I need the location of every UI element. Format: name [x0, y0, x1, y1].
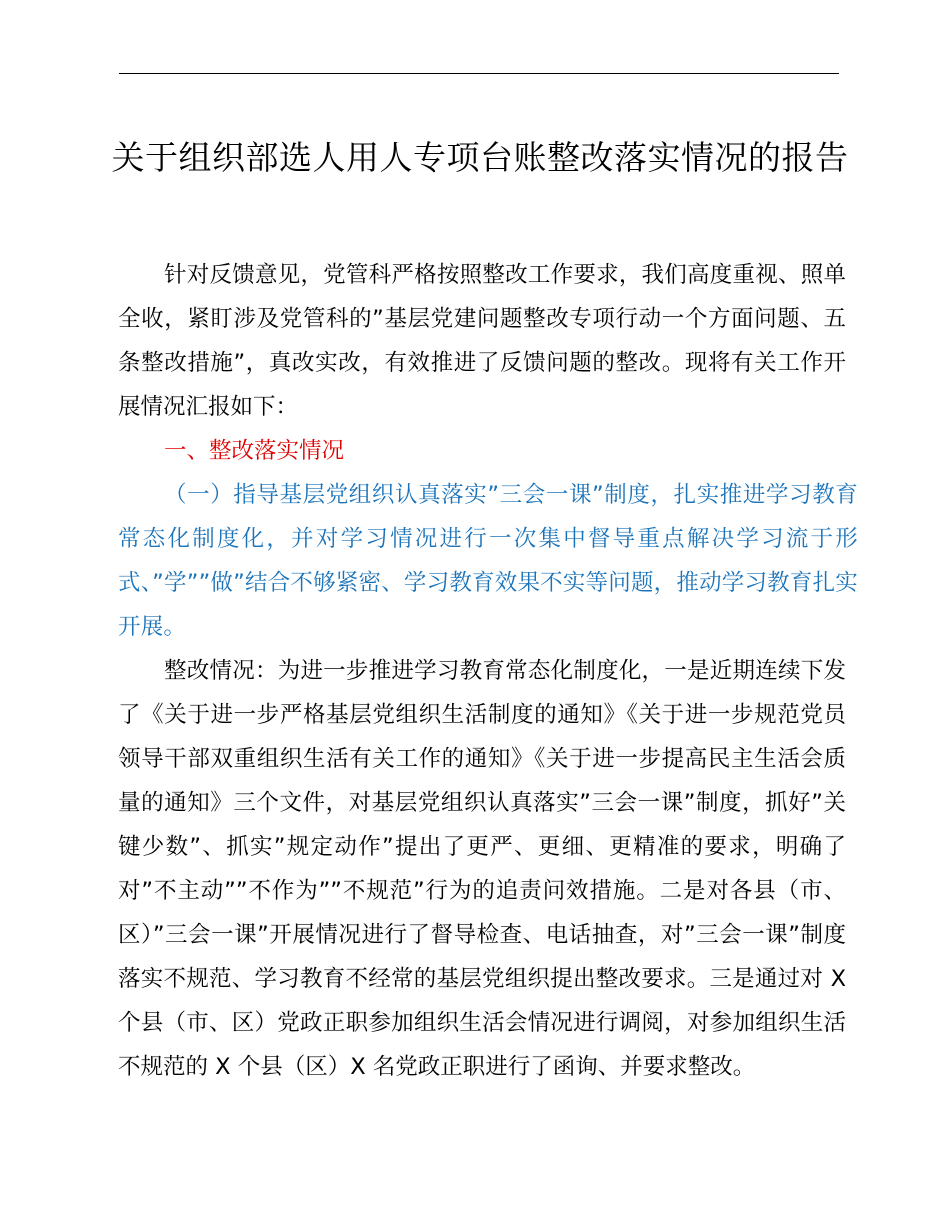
section-heading: 一、整改落实情况 — [164, 438, 345, 464]
document-title: 关于组织部选人用人专项台账整改落实情况的报告 — [111, 138, 849, 177]
body-paragraph: 整改情况：为进一步推进学习教育常态化制度化，一是近期连续下发了《关于进一步严格基层党组织生活制度的通知》《关于进一步规范党员领导干部双重组织生活有关工作的通知》《关于进一步提高民主生活会质量的通知》三个文件，对基层党组织认真落实”三会一课”制度，抓好”关键少数”、抓实”规定动作”提出了更严、更细、更精准的要求，明确了对”不主动””不作为””不规范”行为的追责问效措施。二是对各县（市、区）”三会一课”开展情况进行了督导检查、电话抽查，对”三会一课”制度落实不规范、学习教育不经常的基层党组织提出整改要求。三是通过对 X 个县（市、区）党政正职参加组织生活会情况进行调阅，对参加组织生活不规范的 X 个县（区）X 名党政正职进行了函询、并要求整改。 — [118, 658, 846, 1080]
subsection-heading: （一）指导基层党组织认真落实”三会一课”制度，扎实推进学习教育常态化制度化，并对学习情况进行一次集中督导重点解决学习流于形式、”学””做”结合不够紧密、学习教育效果不实等问题，推动学习教育扎实开展。 — [118, 482, 858, 640]
document-body — [118, 253, 858, 1089]
intro-paragraph: 针对反馈意见，党管科严格按照整改工作要求，我们高度重视、照单全收，紧盯涉及党管科的”基层党建问题整改专项行动一个方面问题、五条整改措施”，真改实改，有效推进了反馈问题的整改。现将有关工作开展情况汇报如下： — [118, 262, 846, 420]
header-divider — [119, 73, 839, 74]
